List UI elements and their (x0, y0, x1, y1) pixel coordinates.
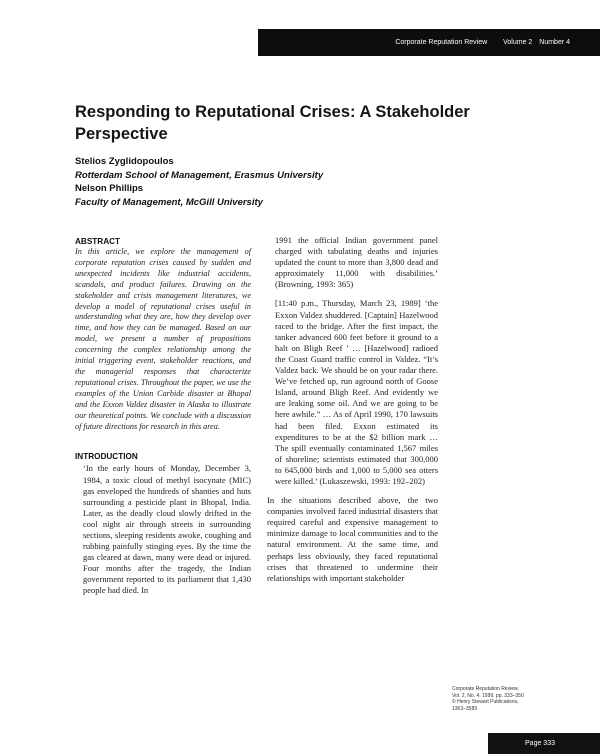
sidenote-line: 1363–3589 (452, 705, 478, 712)
exxon-valdez-quote: [11:40 p.m., Thursday, March 23, 1989] ‘the Exxon Valdez shuddered. [Captain] Hazelwood raced to the bridge. After the first impact, the tanker advanced 600 feet before it ground to a halt on Bligh Reef ’ … [Hazelwood] radioed the Coast Guard traffic control in Valdez. “It’s Valdez back. We should be on your radar there. We’ve fetched up, run aground north of Goose Island, around Bligh Reef. And evidently we are leaking some oil. And we are going to be here awhile.” … As of April 1990, 170 lawsuits had been filed. Exxon estimated its expenditures to be at the $2 billion mark … The spill eventually contaminated 1,567 miles of shoreline; scientists estimated that 300,000 to 645,000 birds and 1,000 to 5,000 sea otters were killed.’ (Lukaszewski, 1993: 192–202) (275, 298, 438, 486)
journal-number: Number 4 (539, 39, 570, 46)
body-paragraph: In the situations described above, the two companies involved faced industrial disasters that required careful and expensive management to minimize damage to local communities and to the natural environment. At the same time, and perhaps less obviously, they faced reputational crises that threatened to undermine their relationships with important stakeholder (267, 495, 438, 583)
bhopal-quote: ‘In the early hours of Monday, December 3, 1984, a toxic cloud of methyl isocynate (MIC) gas enveloped the hundreds of shanties and huts surrounding a pesticide plant in Bhopal, India. Later, as the deadly cloud slowly drifted in the cool night air through streets in surrounding sections, sleeping residents awoke, coughing and rubbing painfully stinging eyes. By the time the gas cleared at dawn, many were dead or injured. Four months after the tragedy, the Indian government reported to its parliament that 1,430 people had died. In (83, 463, 251, 596)
page-number-bar (488, 733, 600, 754)
abstract-text: In this article, we explore the management of corporate reputation crises caused by sudden and unexpected incidents like industrial accidents, scandals, and product failures. Drawing on the stakeholder and crisis management literatures, we develop a model of reputational crises useful in understanding what they are, how they develop over time, and how they can be managed. Based on our model, we present a number of propositions concerning the complex relationship among the initial triggering event, stakeholder reactions, and the managerial responses that characterize reputational crises. Throughout the paper, we use the examples of the Union Carbide disaster at Bhopal and the Exxon Valdez disaster in Alaska to illustrate our theoretical points. We conclude with a discussion of future directions for research in this area. (75, 247, 251, 431)
author-affiliation: Faculty of Management, McGill University (75, 196, 263, 208)
author-block (75, 155, 323, 209)
author-affiliation: Rotterdam School of Management, Erasmus University (75, 169, 324, 181)
journal-header-bar (258, 29, 600, 56)
bhopal-quote-continued: 1991 the official Indian government panel charged with tabulating deaths and injuries updated the count to more than 3,800 dead and approximately 11,000 with disabilities.’ (Browning, 1993: 365) (275, 235, 438, 290)
abstract-heading: ABSTRACT (75, 237, 121, 246)
right-column (267, 235, 438, 584)
journal-volume: Volume 2 (503, 39, 533, 46)
left-column (75, 237, 251, 597)
journal-name: Corporate Reputation Review (395, 39, 488, 46)
sidenote-line: © Henry Stewart Publications, (452, 699, 519, 705)
author-name: Nelson Phillips (75, 183, 144, 194)
author-name: Stelios Zyglidopoulos (75, 156, 174, 167)
publication-sidenote (452, 686, 524, 712)
sidenote-line: Vol. 2, No. 4, 1999, pp. 333–350 (452, 692, 524, 699)
introduction-heading: INTRODUCTION (75, 452, 138, 462)
article-title: Responding to Reputational Crises: A Stakeholder Perspective (75, 103, 470, 143)
page-number: Page 333 (525, 740, 555, 747)
sidenote-line: Corporate Reputation Review, (452, 686, 519, 692)
